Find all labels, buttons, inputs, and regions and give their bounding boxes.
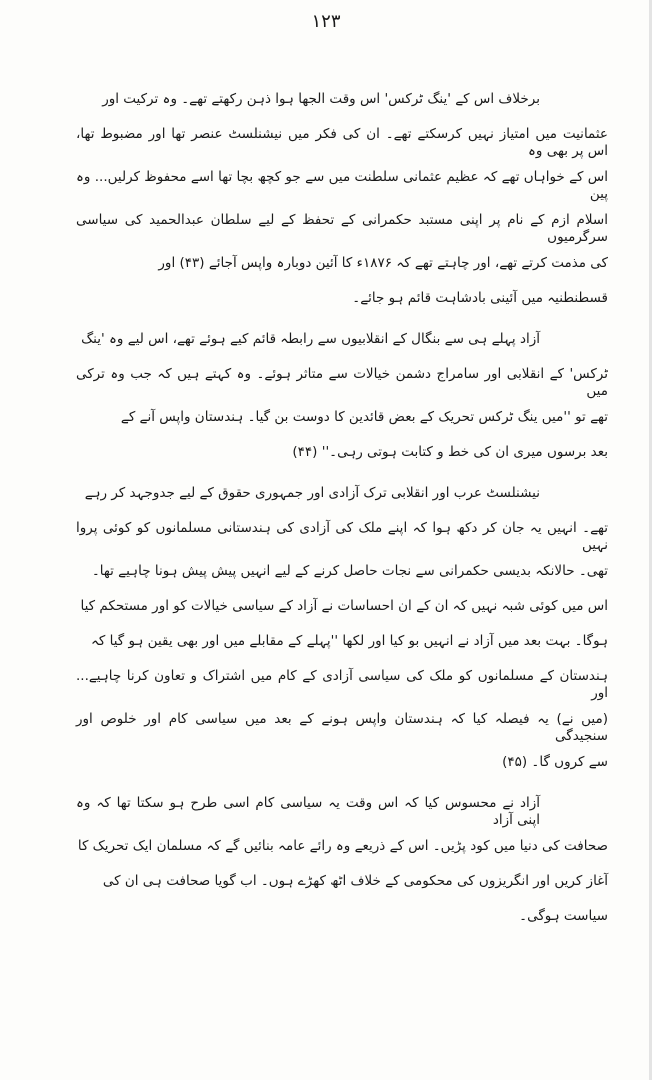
text-line: آزاد نے محسوس کیا کہ اس وقت یہ سیاسی کام اسی طرح ہو سکتا تھا کہ وہ اپنی آزاد (76, 795, 540, 828)
page-number: ۱۲۳ (311, 11, 341, 32)
text-line: تھے۔ انہیں یہ جان کر دکھ ہوا کہ اپنے ملک کی آزادی کی ہندستانی مسلمانوں کو کوئی پروا نہیں (76, 520, 608, 553)
text-line: آزاد پہلے ہی سے بنگال کے انقلابیوں سے رابطہ قائم کیے ہوئے تھے، اس لیے وہ 'ینگ (81, 331, 540, 347)
text-line: کی مذمت کرتے تھے، اور چاہتے تھے کہ ۱۸۷۶ء کا آئین دوبارہ واپس آجائے (۴۳) اور (158, 255, 608, 271)
paragraph-2 (76, 322, 608, 470)
text-line: اس میں کوئی شبہ نہیں کہ ان کے ان احساسات نے آزاد کے سیاسی خیالات کو اور مستحکم کیا (80, 598, 608, 614)
text-line: ٹرکس' کے انقلابی اور سامراج دشمن خیالات سے متاثر ہوئے۔ وہ کہتے ہیں کہ جب وہ ترکی میں (76, 366, 608, 399)
text-line: آغاز کریں اور انگریزوں کی محکومی کے خلاف اٹھ کھڑے ہوں۔ اب گویا صحافت ہی ان کی (102, 873, 608, 889)
text-line: صحافت کی دنیا میں کود پڑیں۔ اس کے ذریعے وہ رائے عامہ بنائیں گے کہ مسلمان ایک تحریک کا (77, 838, 608, 854)
text-line: ہوگا۔ بہت بعد میں آزاد نے انہیں بو کیا اور لکھا ''پہلے کے مقابلے میں اور بھی یقین ہو گیا کہ (90, 633, 608, 649)
text-line: سیاست ہوگی۔ (519, 908, 608, 924)
text-line: عثمانیت میں امتیاز نہیں کرسکتے تھے۔ ان کی فکر میں نیشنلسٹ عنصر تھا اور مضبوط تھا، اس پر بھی وہ (76, 126, 608, 159)
text-line: ہندستان کے مسلمانوں کو ملک کی سیاسی آزادی کے کام میں اشتراک و تعاون کرنا چاہیے... اور (76, 668, 608, 701)
text-line: تھی۔ حالانکہ بدیسی حکمرانی سے نجات حاصل کرنے کے لیے انہیں پیش پیش ہونا چاہیے تھا۔ (91, 563, 608, 579)
paragraph-4 (76, 786, 608, 934)
text-line: تھے تو ''میں ینگ ٹرکس تحریک کے بعض قائدین کا دوست بن گیا۔ ہندستان واپس آنے کے (120, 409, 608, 425)
text-line: نیشنلسٹ عرب اور انقلابی ترک آزادی اور جمہوری حقوق کے لیے جدوجہد کر رہے (84, 485, 540, 501)
text-line: بعد برسوں میری ان کی خط و کتابت ہوتی رہی۔'' (۴۴) (292, 444, 608, 460)
text-line: برخلاف اس کے 'ینگ ٹرکس' اس وقت الجھا ہوا ذہن رکھتے تھے۔ وہ ترکیت اور (102, 91, 540, 107)
paragraph-1 (76, 82, 608, 316)
text-line: قسطنطنیہ میں آئینی بادشاہت قائم ہو جائے۔ (352, 290, 608, 306)
text-line: اس کے خواہاں تھے کہ عظیم عثمانی سلطنت میں سے جو کچھ بچا تھا اسے محفوظ کرلیں... وہ پین (76, 169, 608, 202)
paragraph-3 (76, 476, 608, 780)
book-page-body (76, 82, 608, 934)
text-line: اسلام ازم کے نام پر اپنی مستبد حکمرانی کے تحفظ کے لیے سلطان عبدالحمید کی سیاسی سرگرمیوں (76, 212, 608, 245)
text-line: (میں نے) یہ فیصلہ کیا کہ ہندستان واپس ہونے کے بعد میں سیاسی کام اور خلوص اور سنجیدگی (76, 711, 608, 744)
text-line: سے کروں گا۔ (۴۵) (502, 754, 608, 770)
